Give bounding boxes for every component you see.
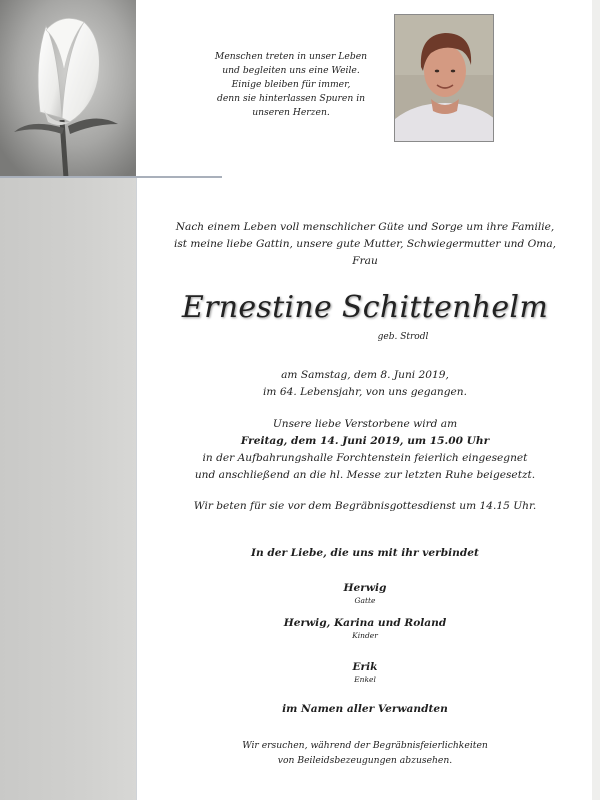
death-line: am Samstag, dem 8. Juni 2019, [281,369,449,381]
family-member-role: Kinder [352,631,378,640]
quote-line: und begleiten uns eine Weile. [222,65,360,76]
death-line: im 64. Lebensjahr, von uns gegangen. [263,386,467,398]
side-band [0,178,136,800]
family-member-role: Gatte [354,596,376,605]
accent-rule-vertical [136,178,137,800]
family-member-role: Enkel [354,675,376,684]
relatives-line: im Namen aller Verwandten [282,703,448,715]
burial-date: Freitag, dem 14. Juni 2019, um 15.00 Uhr [240,435,490,447]
quote-line: denn sie hinterlassen Spuren in [216,93,366,104]
accent-rule-horizontal [0,176,222,178]
burial-line: in der Aufbahrungshalle Forchtenstein feierlich eingesegnet [202,452,528,464]
deceased-name: Ernestine Schittenhelm [181,290,549,325]
family-member-name: Erik [352,661,378,673]
page-edge [592,0,600,800]
family-member-name: Herwig [343,582,387,594]
closing-line: Wir ersuchen, während der Begräbnisfeierlichkeiten [242,740,488,751]
prayer-note: Wir beten für sie vor dem Begräbnisgottesdienst um 14.15 Uhr. [193,500,537,512]
quote-line: Menschen treten in unser Leben [214,51,368,62]
family-member-name: Herwig, Karina und Roland [283,617,447,629]
intro-line: Frau [352,255,378,267]
love-line: In der Liebe, die uns mit ihr verbindet [251,547,479,559]
quote-line: unseren Herzen. [252,107,330,118]
portrait-photo [394,14,494,142]
family-member [150,660,580,685]
family-member [150,616,580,641]
quote-line: Einige bleiben für immer, [231,79,351,90]
burial-info [150,416,580,484]
intro-text [150,219,580,270]
intro-line: ist meine liebe Gattin, unsere gute Mutter, Schwiegermutter und Oma, [173,238,557,250]
rose-image [0,0,136,178]
closing-line: von Beileidsbezeugungen abzusehen. [277,755,453,766]
closing-request [150,738,580,768]
family-member [150,581,580,606]
memorial-quote [196,50,386,120]
intro-line: Nach einem Leben voll menschlicher Güte und Sorge um ihre Familie, [175,221,555,233]
maiden-name: geb. Strodl [377,332,429,342]
burial-line: und anschließend an die hl. Messe zur letzten Ruhe beigesetzt. [194,469,536,481]
death-info [150,367,580,401]
burial-line: Unsere liebe Verstorbene wird am [272,418,458,430]
